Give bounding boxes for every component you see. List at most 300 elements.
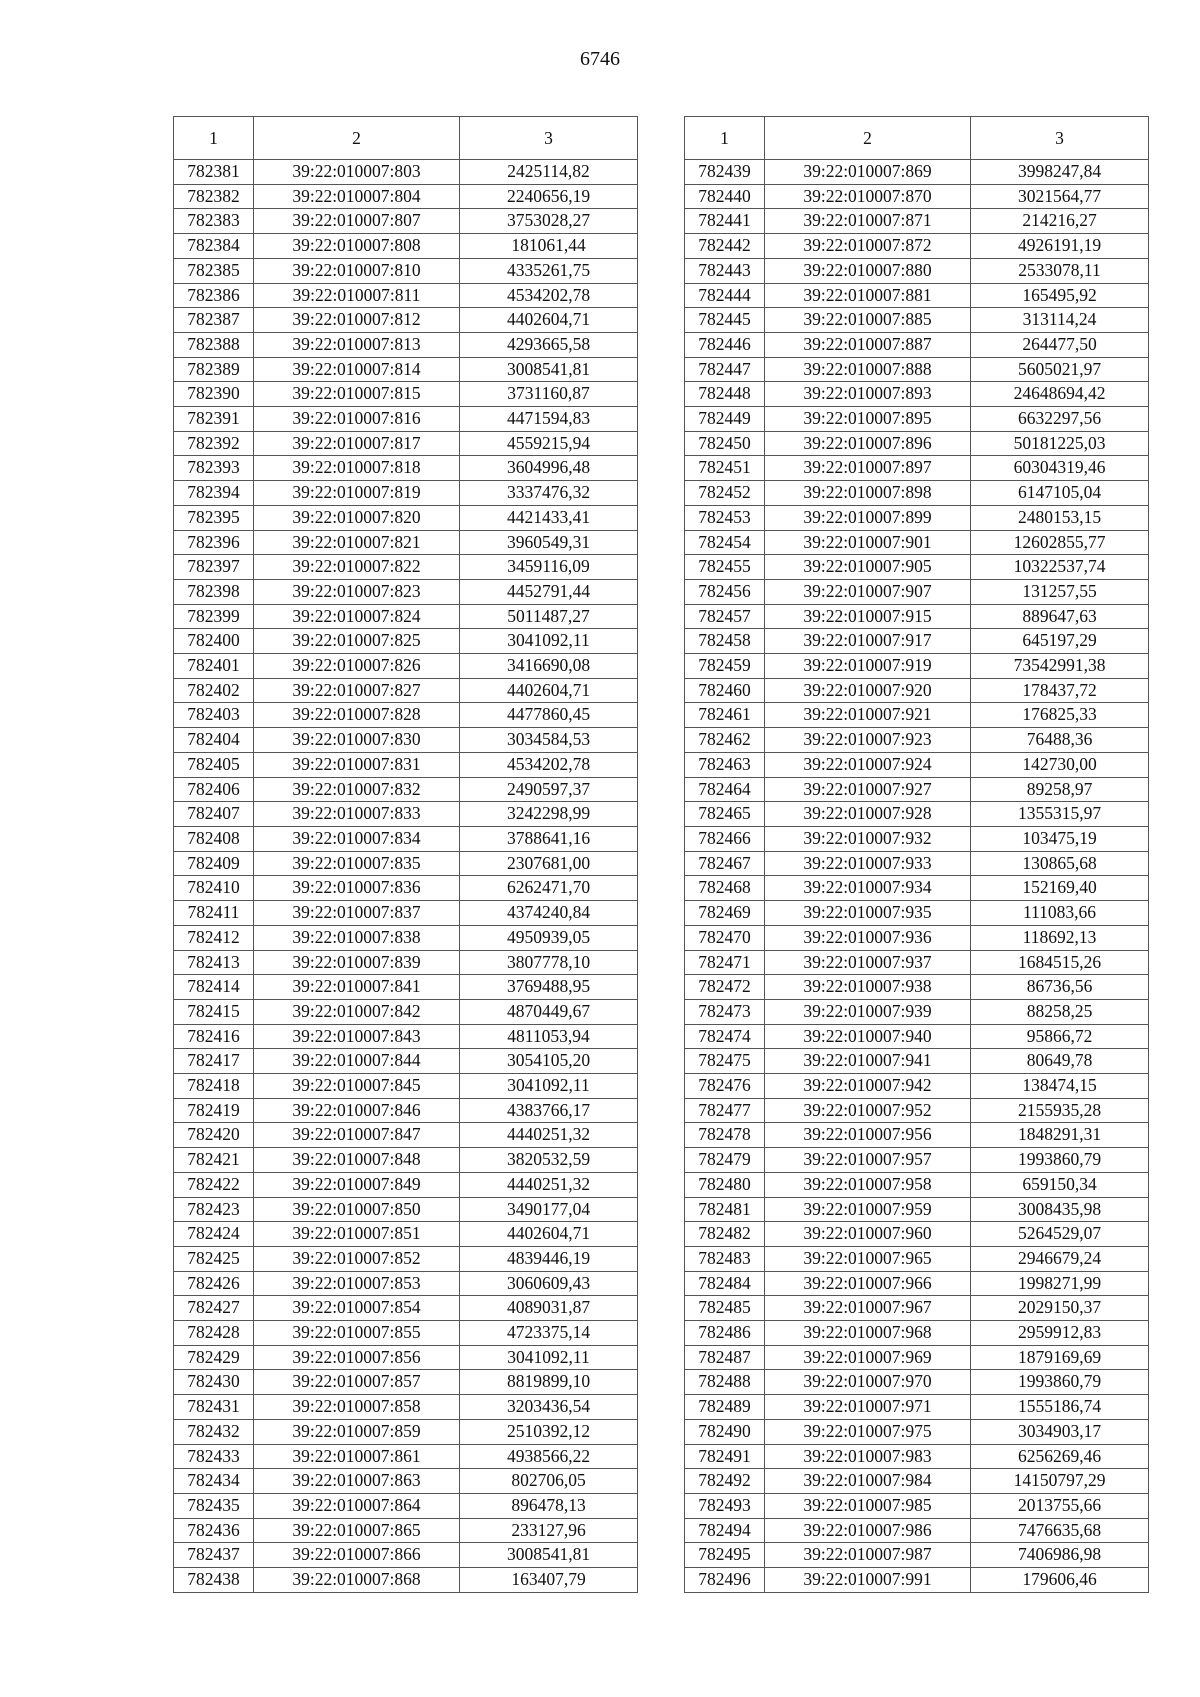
table-row	[685, 530, 1149, 555]
cell-cadastral-number: 39:22:010007:898	[765, 481, 971, 506]
cell-cadastral-number: 39:22:010007:845	[254, 1074, 460, 1099]
cell-cadastral-number: 39:22:010007:871	[765, 209, 971, 234]
cell-number: 782388	[174, 332, 254, 357]
cell-cadastral-number: 39:22:010007:816	[254, 407, 460, 432]
cell-number: 782403	[174, 703, 254, 728]
cell-cadastral-number: 39:22:010007:958	[765, 1172, 971, 1197]
cell-value: 1355315,97	[971, 802, 1149, 827]
table-row	[174, 975, 638, 1000]
column-header-number: 1	[174, 117, 254, 160]
cell-number: 782401	[174, 654, 254, 679]
table-row	[174, 1395, 638, 1420]
cell-number: 782387	[174, 308, 254, 333]
cell-cadastral-number: 39:22:010007:986	[765, 1518, 971, 1543]
cell-cadastral-number: 39:22:010007:815	[254, 382, 460, 407]
table-row	[174, 876, 638, 901]
cell-value: 12602855,77	[971, 530, 1149, 555]
table-row	[174, 184, 638, 209]
cell-cadastral-number: 39:22:010007:820	[254, 505, 460, 530]
cell-number: 782428	[174, 1321, 254, 1346]
table-row	[685, 407, 1149, 432]
table-row	[174, 209, 638, 234]
cell-number: 782447	[685, 357, 765, 382]
cell-value: 3008541,81	[460, 1543, 638, 1568]
cell-value: 2307681,00	[460, 851, 638, 876]
table-row	[685, 258, 1149, 283]
cell-value: 3416690,08	[460, 654, 638, 679]
cell-value: 4534202,78	[460, 752, 638, 777]
table-row	[174, 456, 638, 481]
cell-number: 782481	[685, 1197, 765, 1222]
table-row	[685, 1296, 1149, 1321]
cell-number: 782420	[174, 1123, 254, 1148]
cell-cadastral-number: 39:22:010007:970	[765, 1370, 971, 1395]
cell-value: 3034584,53	[460, 728, 638, 753]
cell-number: 782463	[685, 752, 765, 777]
cell-value: 1879169,69	[971, 1345, 1149, 1370]
cell-cadastral-number: 39:22:010007:846	[254, 1098, 460, 1123]
cell-value: 659150,34	[971, 1172, 1149, 1197]
cell-value: 2425114,82	[460, 160, 638, 185]
table-row	[685, 604, 1149, 629]
table-row	[685, 1222, 1149, 1247]
cell-value: 131257,55	[971, 579, 1149, 604]
cell-number: 782423	[174, 1197, 254, 1222]
table-row	[685, 382, 1149, 407]
cell-number: 782476	[685, 1074, 765, 1099]
cell-cadastral-number: 39:22:010007:901	[765, 530, 971, 555]
table-row	[685, 579, 1149, 604]
cell-number: 782398	[174, 579, 254, 604]
cell-value: 88258,25	[971, 999, 1149, 1024]
cell-cadastral-number: 39:22:010007:838	[254, 925, 460, 950]
cell-cadastral-number: 39:22:010007:848	[254, 1148, 460, 1173]
cell-value: 163407,79	[460, 1568, 638, 1593]
cell-cadastral-number: 39:22:010007:959	[765, 1197, 971, 1222]
cell-number: 782418	[174, 1074, 254, 1099]
cell-value: 2946679,24	[971, 1246, 1149, 1271]
cell-value: 264477,50	[971, 332, 1149, 357]
table-row	[174, 1568, 638, 1593]
cell-number: 782416	[174, 1024, 254, 1049]
cell-value: 181061,44	[460, 234, 638, 259]
table-row	[685, 999, 1149, 1024]
cell-cadastral-number: 39:22:010007:844	[254, 1049, 460, 1074]
cell-cadastral-number: 39:22:010007:822	[254, 555, 460, 580]
cell-cadastral-number: 39:22:010007:870	[765, 184, 971, 209]
cell-value: 3008435,98	[971, 1197, 1149, 1222]
column-header-cadastral-number: 2	[254, 117, 460, 160]
cell-value: 4335261,75	[460, 258, 638, 283]
cell-cadastral-number: 39:22:010007:812	[254, 308, 460, 333]
cell-value: 4402604,71	[460, 678, 638, 703]
table-row	[174, 1222, 638, 1247]
cell-value: 3337476,32	[460, 481, 638, 506]
cell-value: 7476635,68	[971, 1518, 1149, 1543]
cell-number: 782396	[174, 530, 254, 555]
cell-value: 3998247,84	[971, 160, 1149, 185]
cell-number: 782466	[685, 826, 765, 851]
cell-value: 2029150,37	[971, 1296, 1149, 1321]
cell-value: 2959912,83	[971, 1321, 1149, 1346]
cell-cadastral-number: 39:22:010007:831	[254, 752, 460, 777]
cell-value: 1993860,79	[971, 1148, 1149, 1173]
cell-number: 782479	[685, 1148, 765, 1173]
cell-number: 782455	[685, 555, 765, 580]
cell-cadastral-number: 39:22:010007:852	[254, 1246, 460, 1271]
cell-number: 782427	[174, 1296, 254, 1321]
cell-number: 782411	[174, 901, 254, 926]
cell-value: 4440251,32	[460, 1123, 638, 1148]
registry-table-right	[684, 116, 1149, 1593]
table-row	[685, 777, 1149, 802]
table-row	[174, 234, 638, 259]
table-row	[685, 332, 1149, 357]
cell-cadastral-number: 39:22:010007:817	[254, 431, 460, 456]
cell-number: 782437	[174, 1543, 254, 1568]
cell-number: 782415	[174, 999, 254, 1024]
cell-value: 4089031,87	[460, 1296, 638, 1321]
cell-cadastral-number: 39:22:010007:965	[765, 1246, 971, 1271]
table-row	[685, 1271, 1149, 1296]
table-row	[685, 481, 1149, 506]
cell-cadastral-number: 39:22:010007:868	[254, 1568, 460, 1593]
cell-number: 782407	[174, 802, 254, 827]
cell-number: 782453	[685, 505, 765, 530]
table-row	[685, 1543, 1149, 1568]
cell-value: 86736,56	[971, 975, 1149, 1000]
table-row	[174, 654, 638, 679]
cell-number: 782440	[685, 184, 765, 209]
cell-value: 645197,29	[971, 629, 1149, 654]
table-row	[685, 1049, 1149, 1074]
cell-cadastral-number: 39:22:010007:941	[765, 1049, 971, 1074]
table-row	[174, 999, 638, 1024]
cell-value: 4293665,58	[460, 332, 638, 357]
cell-value: 103475,19	[971, 826, 1149, 851]
cell-cadastral-number: 39:22:010007:857	[254, 1370, 460, 1395]
cell-value: 76488,36	[971, 728, 1149, 753]
cell-number: 782489	[685, 1395, 765, 1420]
table-row	[174, 1444, 638, 1469]
cell-cadastral-number: 39:22:010007:932	[765, 826, 971, 851]
table-row	[685, 1123, 1149, 1148]
cell-number: 782449	[685, 407, 765, 432]
cell-number: 782457	[685, 604, 765, 629]
cell-value: 179606,46	[971, 1568, 1149, 1593]
cell-cadastral-number: 39:22:010007:987	[765, 1543, 971, 1568]
cell-value: 4477860,45	[460, 703, 638, 728]
table-row	[685, 802, 1149, 827]
cell-value: 4870449,67	[460, 999, 638, 1024]
cell-cadastral-number: 39:22:010007:814	[254, 357, 460, 382]
cell-cadastral-number: 39:22:010007:928	[765, 802, 971, 827]
cell-cadastral-number: 39:22:010007:823	[254, 579, 460, 604]
cell-number: 782462	[685, 728, 765, 753]
cell-cadastral-number: 39:22:010007:967	[765, 1296, 971, 1321]
cell-cadastral-number: 39:22:010007:924	[765, 752, 971, 777]
cell-number: 782392	[174, 431, 254, 456]
cell-number: 782410	[174, 876, 254, 901]
table-row	[174, 1493, 638, 1518]
table-row	[174, 258, 638, 283]
cell-number: 782443	[685, 258, 765, 283]
table-row	[685, 555, 1149, 580]
cell-cadastral-number: 39:22:010007:887	[765, 332, 971, 357]
table-row	[174, 555, 638, 580]
cell-value: 118692,13	[971, 925, 1149, 950]
table-row	[174, 1543, 638, 1568]
table-body-left	[174, 160, 638, 1593]
cell-cadastral-number: 39:22:010007:937	[765, 950, 971, 975]
cell-value: 3242298,99	[460, 802, 638, 827]
cell-value: 1555186,74	[971, 1395, 1149, 1420]
table-row	[174, 1321, 638, 1346]
cell-value: 4559215,94	[460, 431, 638, 456]
cell-number: 782475	[685, 1049, 765, 1074]
table-row	[685, 1172, 1149, 1197]
cell-value: 2510392,12	[460, 1419, 638, 1444]
table-row	[174, 357, 638, 382]
cell-number: 782467	[685, 851, 765, 876]
cell-value: 8819899,10	[460, 1370, 638, 1395]
cell-number: 782419	[174, 1098, 254, 1123]
cell-number: 782390	[174, 382, 254, 407]
cell-number: 782459	[685, 654, 765, 679]
table-row	[174, 332, 638, 357]
table-row	[685, 234, 1149, 259]
table-row	[174, 629, 638, 654]
cell-value: 4452791,44	[460, 579, 638, 604]
cell-value: 3820532,59	[460, 1148, 638, 1173]
cell-cadastral-number: 39:22:010007:837	[254, 901, 460, 926]
cell-value: 165495,92	[971, 283, 1149, 308]
cell-number: 782384	[174, 234, 254, 259]
cell-number: 782383	[174, 209, 254, 234]
table-row	[174, 678, 638, 703]
column-header-value: 3	[460, 117, 638, 160]
cell-value: 3788641,16	[460, 826, 638, 851]
cell-cadastral-number: 39:22:010007:984	[765, 1469, 971, 1494]
cell-number: 782460	[685, 678, 765, 703]
cell-number: 782439	[685, 160, 765, 185]
cell-number: 782495	[685, 1543, 765, 1568]
cell-value: 5011487,27	[460, 604, 638, 629]
cell-value: 3203436,54	[460, 1395, 638, 1420]
table-row	[685, 1518, 1149, 1543]
cell-cadastral-number: 39:22:010007:854	[254, 1296, 460, 1321]
table-row	[174, 1246, 638, 1271]
cell-number: 782412	[174, 925, 254, 950]
table-row	[174, 1074, 638, 1099]
cell-value: 3753028,27	[460, 209, 638, 234]
table-row	[685, 1246, 1149, 1271]
table-row	[174, 901, 638, 926]
cell-value: 10322537,74	[971, 555, 1149, 580]
cell-number: 782461	[685, 703, 765, 728]
cell-number: 782450	[685, 431, 765, 456]
cell-cadastral-number: 39:22:010007:824	[254, 604, 460, 629]
cell-number: 782408	[174, 826, 254, 851]
cell-cadastral-number: 39:22:010007:975	[765, 1419, 971, 1444]
cell-cadastral-number: 39:22:010007:923	[765, 728, 971, 753]
cell-cadastral-number: 39:22:010007:853	[254, 1271, 460, 1296]
table-row	[174, 1197, 638, 1222]
table-row	[685, 283, 1149, 308]
cell-value: 1684515,26	[971, 950, 1149, 975]
cell-number: 782478	[685, 1123, 765, 1148]
cell-value: 7406986,98	[971, 1543, 1149, 1568]
cell-number: 782413	[174, 950, 254, 975]
table-row	[685, 1074, 1149, 1099]
cell-value: 138474,15	[971, 1074, 1149, 1099]
cell-cadastral-number: 39:22:010007:983	[765, 1444, 971, 1469]
cell-number: 782468	[685, 876, 765, 901]
table-row	[685, 184, 1149, 209]
cell-number: 782400	[174, 629, 254, 654]
cell-number: 782442	[685, 234, 765, 259]
table-row	[174, 1345, 638, 1370]
cell-cadastral-number: 39:22:010007:841	[254, 975, 460, 1000]
cell-value: 5605021,97	[971, 357, 1149, 382]
cell-value: 4534202,78	[460, 283, 638, 308]
cell-number: 782491	[685, 1444, 765, 1469]
column-header-value: 3	[971, 117, 1149, 160]
table-row	[685, 901, 1149, 926]
cell-number: 782409	[174, 851, 254, 876]
cell-cadastral-number: 39:22:010007:828	[254, 703, 460, 728]
table-row	[174, 1123, 638, 1148]
cell-cadastral-number: 39:22:010007:842	[254, 999, 460, 1024]
table-row	[685, 1469, 1149, 1494]
table-row	[685, 703, 1149, 728]
cell-number: 782490	[685, 1419, 765, 1444]
cell-number: 782429	[174, 1345, 254, 1370]
cell-number: 782432	[174, 1419, 254, 1444]
cell-number: 782425	[174, 1246, 254, 1271]
table-row	[685, 1148, 1149, 1173]
cell-value: 2533078,11	[971, 258, 1149, 283]
table-row	[685, 505, 1149, 530]
cell-value: 89258,97	[971, 777, 1149, 802]
table-row	[174, 777, 638, 802]
cell-cadastral-number: 39:22:010007:917	[765, 629, 971, 654]
cell-number: 782431	[174, 1395, 254, 1420]
cell-cadastral-number: 39:22:010007:968	[765, 1321, 971, 1346]
cell-cadastral-number: 39:22:010007:991	[765, 1568, 971, 1593]
table-row	[685, 975, 1149, 1000]
cell-number: 782464	[685, 777, 765, 802]
cell-cadastral-number: 39:22:010007:971	[765, 1395, 971, 1420]
cell-value: 2240656,19	[460, 184, 638, 209]
cell-cadastral-number: 39:22:010007:861	[254, 1444, 460, 1469]
table-row	[685, 1444, 1149, 1469]
table-row	[685, 431, 1149, 456]
cell-number: 782385	[174, 258, 254, 283]
table-row	[174, 160, 638, 185]
table-row	[685, 1197, 1149, 1222]
cell-value: 1848291,31	[971, 1123, 1149, 1148]
cell-cadastral-number: 39:22:010007:893	[765, 382, 971, 407]
cell-number: 782404	[174, 728, 254, 753]
cell-value: 1998271,99	[971, 1271, 1149, 1296]
cell-number: 782493	[685, 1493, 765, 1518]
table-row	[174, 431, 638, 456]
cell-cadastral-number: 39:22:010007:847	[254, 1123, 460, 1148]
cell-value: 3731160,87	[460, 382, 638, 407]
table-row	[174, 1518, 638, 1543]
cell-number: 782421	[174, 1148, 254, 1173]
cell-number: 782382	[174, 184, 254, 209]
cell-value: 3490177,04	[460, 1197, 638, 1222]
cell-cadastral-number: 39:22:010007:905	[765, 555, 971, 580]
cell-cadastral-number: 39:22:010007:819	[254, 481, 460, 506]
cell-number: 782454	[685, 530, 765, 555]
table-row	[174, 826, 638, 851]
table-row	[685, 1493, 1149, 1518]
cell-number: 782445	[685, 308, 765, 333]
cell-cadastral-number: 39:22:010007:966	[765, 1271, 971, 1296]
cell-number: 782492	[685, 1469, 765, 1494]
cell-cadastral-number: 39:22:010007:927	[765, 777, 971, 802]
cell-cadastral-number: 39:22:010007:920	[765, 678, 971, 703]
cell-value: 4471594,83	[460, 407, 638, 432]
table-row	[174, 407, 638, 432]
cell-cadastral-number: 39:22:010007:897	[765, 456, 971, 481]
cell-cadastral-number: 39:22:010007:888	[765, 357, 971, 382]
cell-number: 782456	[685, 579, 765, 604]
cell-value: 14150797,29	[971, 1469, 1149, 1494]
table-row	[685, 925, 1149, 950]
cell-number: 782434	[174, 1469, 254, 1494]
cell-number: 782424	[174, 1222, 254, 1247]
cell-value: 95866,72	[971, 1024, 1149, 1049]
table-row	[174, 1148, 638, 1173]
cell-value: 130865,68	[971, 851, 1149, 876]
cell-cadastral-number: 39:22:010007:935	[765, 901, 971, 926]
table-row	[685, 1321, 1149, 1346]
table-row	[685, 308, 1149, 333]
table-row	[174, 308, 638, 333]
cell-value: 4440251,32	[460, 1172, 638, 1197]
cell-number: 782436	[174, 1518, 254, 1543]
cell-cadastral-number: 39:22:010007:856	[254, 1345, 460, 1370]
cell-number: 782458	[685, 629, 765, 654]
table-row	[685, 1370, 1149, 1395]
cell-value: 111083,66	[971, 901, 1149, 926]
table-row	[685, 1345, 1149, 1370]
cell-number: 782473	[685, 999, 765, 1024]
cell-value: 4402604,71	[460, 1222, 638, 1247]
cell-value: 3459116,09	[460, 555, 638, 580]
cell-cadastral-number: 39:22:010007:803	[254, 160, 460, 185]
cell-cadastral-number: 39:22:010007:985	[765, 1493, 971, 1518]
cell-number: 782483	[685, 1246, 765, 1271]
cell-value: 4839446,19	[460, 1246, 638, 1271]
cell-cadastral-number: 39:22:010007:859	[254, 1419, 460, 1444]
table-row	[685, 1419, 1149, 1444]
cell-cadastral-number: 39:22:010007:855	[254, 1321, 460, 1346]
cell-value: 6632297,56	[971, 407, 1149, 432]
cell-number: 782391	[174, 407, 254, 432]
cell-value: 3769488,95	[460, 975, 638, 1000]
cell-number: 782451	[685, 456, 765, 481]
table-row	[174, 1172, 638, 1197]
cell-cadastral-number: 39:22:010007:833	[254, 802, 460, 827]
cell-value: 4811053,94	[460, 1024, 638, 1049]
cell-value: 4374240,84	[460, 901, 638, 926]
cell-cadastral-number: 39:22:010007:850	[254, 1197, 460, 1222]
